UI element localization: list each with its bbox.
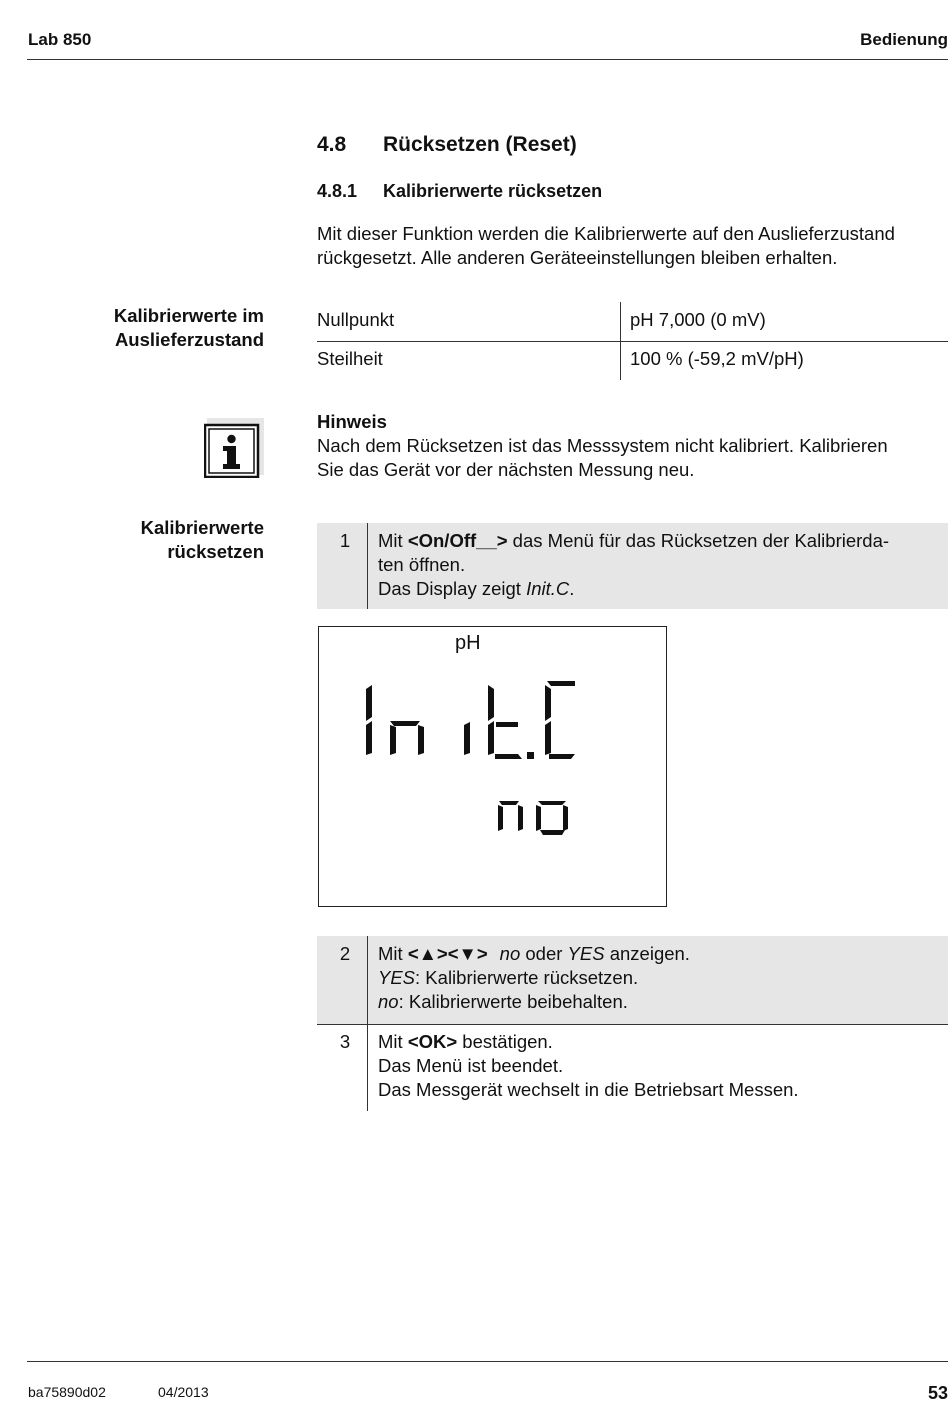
step-3-line-3: Das Messgerät wechselt in die Betriebsart Messen. xyxy=(378,1079,799,1100)
step-3-number: 3 xyxy=(339,1031,351,1052)
option-yes-label: YES xyxy=(378,967,416,988)
header-chapter: Bedienung xyxy=(860,30,948,49)
step-2-line-1-post: anzeigen. xyxy=(604,943,690,964)
display-segment-text xyxy=(319,627,665,905)
lcd-display xyxy=(318,626,667,907)
step-3-divider xyxy=(367,1025,368,1111)
step-3-line-2: Das Menü ist beendet. xyxy=(378,1055,564,1076)
note xyxy=(317,410,950,482)
step-1-divider xyxy=(367,523,368,609)
arrow-keys: <▲><▼> xyxy=(407,943,488,964)
footer-doc-id: ba75890d02 xyxy=(28,1384,106,1400)
step-2-text xyxy=(378,942,948,1014)
step-1-line-1-pre: Mit xyxy=(378,530,408,551)
subsection-title: Kalibrierwerte rücksetzen xyxy=(383,181,603,201)
step-3-text xyxy=(378,1030,948,1102)
option-yes: YES xyxy=(567,943,605,964)
intro-line-2: rückgesetzt. Alle anderen Geräteeinstellungen bleiben erhalten. xyxy=(317,247,838,268)
header-rule xyxy=(27,59,948,60)
footer-rule xyxy=(27,1361,948,1362)
step-1-line-1-post: das Menü für das Rücksetzen der Kalibrierda- xyxy=(507,530,890,551)
step-2-line-3-post: : Kalibrierwerte beibehalten. xyxy=(398,991,628,1012)
ok-key: <OK> xyxy=(407,1031,458,1052)
option-no-label: no xyxy=(378,991,399,1012)
table-cell-value: pH 7,000 (0 mV) xyxy=(630,309,766,330)
step-3-line-1 xyxy=(378,1030,948,1054)
side-label-defaults-line-1: Kalibrierwerte im xyxy=(113,305,264,326)
step-1-line-1 xyxy=(378,529,948,553)
option-no: no xyxy=(499,943,521,964)
side-label-reset-line-2: rücksetzen xyxy=(167,541,264,562)
header-title: Lab 850 xyxy=(28,30,92,49)
table-row-divider xyxy=(317,341,948,342)
intro-line-1: Mit dieser Funktion werden die Kalibrierwerte auf den Auslieferzustand xyxy=(317,223,895,244)
table-column-divider xyxy=(620,302,621,380)
step-1-line-3-pre: Das Display zeigt xyxy=(378,578,527,599)
info-icon xyxy=(204,418,264,478)
step-1-line-3 xyxy=(378,577,948,601)
section-title: Rücksetzen (Reset) xyxy=(383,133,577,156)
step-2-divider xyxy=(367,936,368,1024)
section-number: 4.8 xyxy=(317,133,347,156)
table-cell-value: 100 % (-59,2 mV/pH) xyxy=(630,348,804,369)
display-text-init-c: Init.C xyxy=(526,578,570,599)
side-label-defaults-line-2: Auslieferzustand xyxy=(114,329,264,350)
page-number: 53 xyxy=(927,1383,948,1403)
step-2-line-3 xyxy=(378,990,948,1014)
step-3-line-1-post: bestätigen. xyxy=(457,1031,553,1052)
note-line-2: Sie das Gerät vor der nächsten Messung neu. xyxy=(317,459,695,480)
step-2-line-1-pre: Mit xyxy=(378,943,408,964)
table-cell-label: Steilheit xyxy=(317,348,383,369)
side-label-defaults xyxy=(114,304,264,352)
side-label-reset-line-1: Kalibrierwerte xyxy=(140,517,264,538)
side-label-reset xyxy=(141,516,264,564)
step-1-line-2: ten öffnen. xyxy=(378,554,466,575)
step-2-number: 2 xyxy=(339,943,351,964)
table-cell-label: Nullpunkt xyxy=(317,309,395,330)
note-line-1: Nach dem Rücksetzen ist das Messsystem nicht kalibriert. Kalibrieren xyxy=(317,435,888,456)
step-3-line-1-pre: Mit xyxy=(378,1031,408,1052)
footer-date: 04/2013 xyxy=(158,1384,209,1400)
on-off-key: <On/Off__> xyxy=(407,530,508,551)
display-unit: pH xyxy=(455,632,481,654)
step-1-text xyxy=(378,529,948,601)
intro-paragraph xyxy=(317,222,950,270)
step-1-number: 1 xyxy=(339,530,351,551)
subsection-number: 4.8.1 xyxy=(317,181,358,201)
step-2-line-1-mid: oder xyxy=(520,943,568,964)
steps-row-divider xyxy=(317,1024,948,1025)
step-2-line-1 xyxy=(378,942,948,966)
note-title: Hinweis xyxy=(317,411,387,432)
step-2-line-2 xyxy=(378,966,948,990)
step-1-line-3-post: . xyxy=(569,578,575,599)
step-2-line-2-post: : Kalibrierwerte rücksetzen. xyxy=(415,967,639,988)
